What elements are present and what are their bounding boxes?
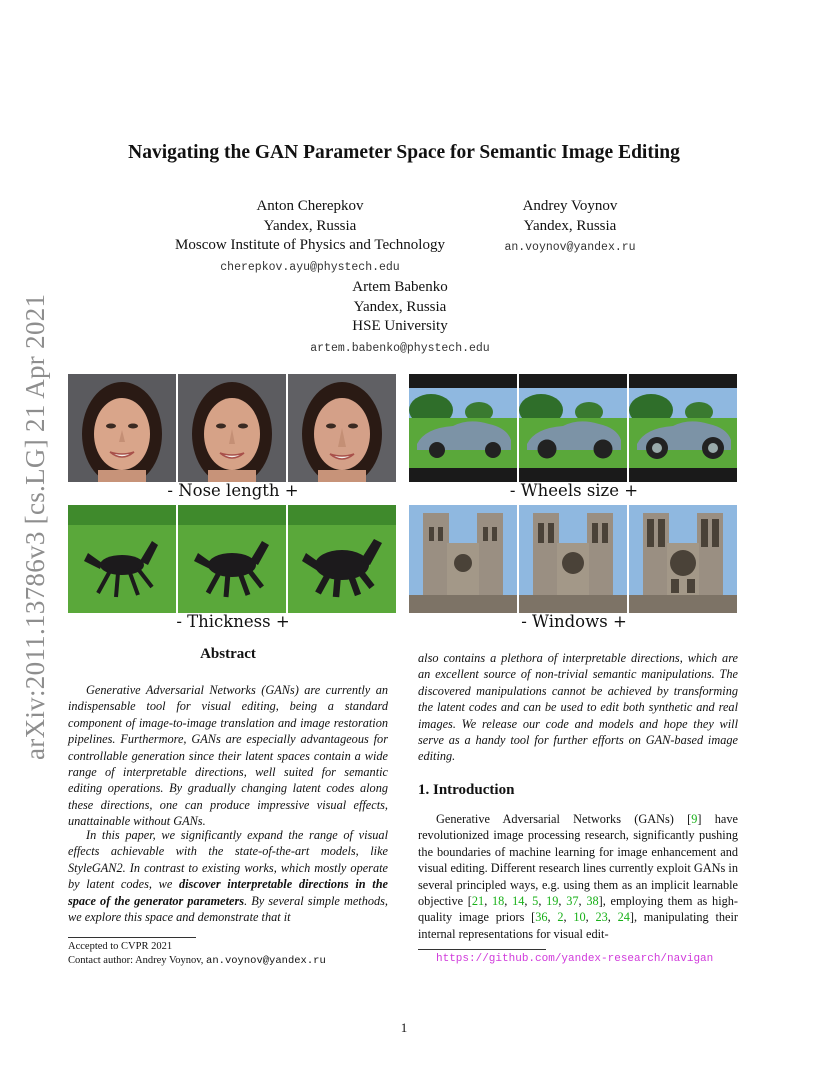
author-name: Anton Cherepkov — [256, 198, 364, 214]
code-repository-link[interactable]: https://github.com/yandex-research/navigan — [436, 953, 714, 965]
arxiv-identifier-stamp: arXiv:2011.13786v3 [cs.LG] 21 Apr 2021 — [20, 293, 50, 760]
paper-title: Navigating the GAN Parameter Space for Semantic Image Editing — [128, 142, 680, 163]
abstract-paragraph-2 — [68, 827, 388, 925]
figure-strip-cathedrals — [409, 505, 739, 613]
author-affiliation: HSE University — [352, 318, 448, 334]
figure-strip-horses — [68, 505, 398, 613]
face-image — [288, 374, 396, 482]
citation-link[interactable]: 2 — [557, 910, 564, 925]
citation-link[interactable]: 21 — [471, 894, 485, 909]
intro-text: Generative Adversarial Networks (GANs) [ — [436, 812, 692, 826]
face-image — [68, 374, 176, 482]
citation-link[interactable]: 23 — [595, 910, 608, 925]
citation-link[interactable]: 5 — [532, 894, 539, 909]
caption-nose-length: - Nose length + — [167, 481, 299, 500]
horse-image — [178, 505, 286, 613]
author-block-voynov — [475, 197, 665, 260]
author-block-cherepkov — [150, 197, 470, 280]
citation-link[interactable]: 18 — [491, 894, 505, 909]
author-email[interactable]: an.voynov@yandex.ru — [504, 241, 636, 254]
intro-text: ], employing them as high-quality image priors [ — [418, 894, 739, 925]
author-name: Artem Babenko — [352, 279, 448, 295]
footnote-rule — [68, 937, 196, 938]
footnote-contact-label: Contact author: Andrey Voynov, — [68, 955, 207, 966]
horse-image — [288, 505, 396, 613]
caption-windows: - Windows + — [521, 612, 627, 631]
abstract-paragraph-1: Generative Adversarial Networks (GANs) are currently an indispensable tool for visual editing, being a standard component of image-to-image translation and image restoration pipelines. Furthermore, GANs are especially advantageous for controllable generation since their latent spaces contain a wide range of interpretable directions, well suited for semantic editing operations. By gradually changing latent codes along these directions, one can produce impressive visual effects, unattainable without GANs. — [68, 683, 388, 829]
citation-link[interactable]: 14 — [512, 894, 525, 909]
footnote-contact — [68, 954, 398, 968]
footnote-rule — [418, 949, 546, 950]
introduction-heading: 1. Introduction — [418, 782, 515, 798]
abstract-text: In this paper, we significantly expand the range of visual effects achievable with the state-of-the-art models, like StyleGAN2. In contrast to existing works, which mostly operate by latent codes, we — [68, 828, 388, 892]
abstract-text: . By several simple methods, we explore this space and demonstrate that it — [68, 893, 388, 925]
citation-link[interactable]: 19 — [546, 894, 559, 909]
author-affiliation: Yandex, Russia — [523, 217, 617, 234]
abstract-emphasis: discover interpretable directions in the space of the generator parameters — [68, 877, 388, 908]
citation-link[interactable]: 9 — [691, 812, 698, 826]
abstract-heading: Abstract — [200, 646, 256, 662]
author-email[interactable]: cherepkov.ayu@phystech.edu — [220, 260, 400, 274]
author-block-babenko — [280, 278, 520, 361]
citation-link[interactable]: 10 — [573, 910, 586, 925]
author-affiliation: Yandex, Russia — [263, 217, 357, 234]
footnote-left — [68, 940, 398, 968]
car-image — [409, 374, 517, 482]
footnote-contact-email[interactable]: an.voynov@yandex.ru — [206, 955, 326, 967]
citation-link[interactable]: 36 — [535, 910, 548, 925]
intro-text: ], manipulating their internal representations for visual edit- — [418, 910, 738, 941]
horse-image — [68, 505, 176, 613]
cathedral-image — [409, 505, 517, 613]
caption-wheels-size: - Wheels size + — [509, 481, 639, 500]
cathedral-image — [519, 505, 627, 613]
page-number: 1 — [400, 1020, 408, 1035]
author-name: Andrey Voynov — [522, 198, 618, 214]
author-affiliation: Yandex, Russia — [353, 298, 447, 315]
caption-thickness: - Thickness + — [176, 612, 290, 631]
citation-link[interactable]: 38 — [586, 894, 599, 909]
citation-link[interactable]: 24 — [617, 910, 630, 925]
car-image — [629, 374, 737, 482]
author-email[interactable]: artem.babenko@phystech.edu — [310, 341, 490, 355]
citation-link[interactable]: 37 — [566, 894, 579, 909]
abstract-paragraph-3: also contains a plethora of interpretable directions, which are an excellent source of non-trivial semantic manipulations. The discovered manipulations cannot be achieved by transforming the latent codes and can be used to edit both synthetic and real images. We release our code and models and hope they will serve as a handy tool for further efforts on GAN-based image editing. — [418, 651, 738, 764]
figure-strip-cars — [409, 374, 739, 482]
face-image — [178, 374, 286, 482]
footnote-accepted: Accepted to CVPR 2021 — [68, 941, 173, 952]
intro-text: ] have revolutionized image processing research, significantly pushing the boundaries of machine learning for image enhancement and visual editing. Different research lines currently exploit GANs in several principled ways, e.g. using them as an implicit learnable objective [ — [418, 812, 738, 909]
cathedral-image — [629, 505, 737, 613]
car-image — [519, 374, 627, 482]
author-affiliation: Moscow Institute of Physics and Technology — [175, 237, 445, 253]
figure-strip-faces — [68, 374, 398, 482]
introduction-paragraph: Generative Adversarial Networks (GANs) [9] have revolutionized image processing research, significantly pushing the boundaries of machine learning for image enhancement and visual editing. Different research lines currently exploit GANs in several principled ways, e.g. using them as an implicit learnable objective [21, 18, 14, 5, 19, 37, 38], employing them as high-quality image priors [36, 2, 10, 23, 24], manipulating their internal representations for visual edit- — [418, 812, 739, 941]
